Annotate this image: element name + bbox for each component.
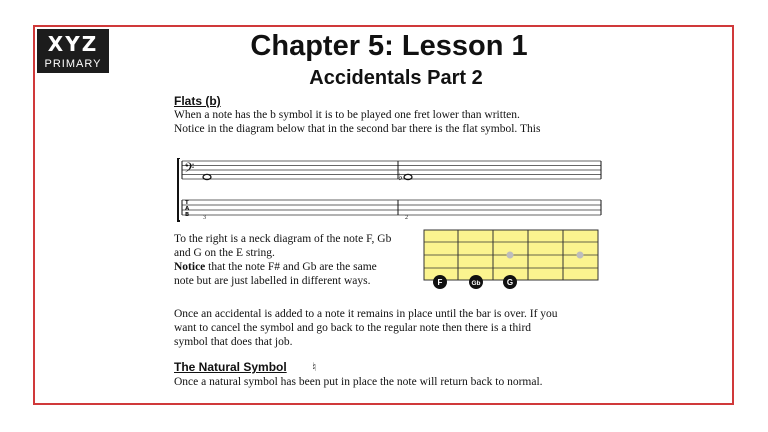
neck-diagram: [423, 229, 601, 291]
accidental-line-2: want to cancel the symbol and go back to the regular note then there is a third: [174, 322, 532, 334]
tab-label-a: A: [185, 206, 190, 212]
flats-heading: Flats (b): [174, 94, 221, 108]
natural-symbol-icon: ♮: [312, 360, 317, 374]
tab-label-t: T: [185, 200, 189, 206]
page-title: Chapter 5: Lesson 1: [250, 30, 528, 62]
note-label-f: F: [437, 278, 443, 287]
flat-sign: ♭: [398, 172, 403, 183]
neck-text-line-3: [174, 260, 377, 274]
tab-label-b: B: [185, 212, 190, 218]
fret-marker-dot: [507, 252, 514, 259]
neck-text-line-2: and G on the E string.: [174, 247, 275, 259]
system-bracket: [178, 158, 180, 221]
note-label-g: G: [506, 278, 514, 287]
neck-text-line-3-rest: that the note F# and Gb are the same: [205, 261, 377, 273]
fret-marker-dot: [577, 252, 584, 259]
tab-lines: [182, 200, 601, 215]
flats-line-2: Notice in the diagram below that in the second bar there is the flat symbol. This: [174, 123, 541, 135]
page-subtitle: Accidentals Part 2: [309, 67, 483, 89]
bass-clef-icon: 𝄢: [184, 160, 195, 179]
note-label-gb: Gb: [471, 280, 481, 287]
accidental-line-3: symbol that does that job.: [174, 336, 293, 348]
bass-staff-lines: [182, 161, 601, 179]
neck-text-line-4: note but are just labelled in different ways.: [174, 275, 371, 287]
neck-text-line-1: To the right is a neck diagram of the note F, Gb: [174, 233, 392, 245]
logo-brand: XYZ: [47, 32, 99, 56]
logo-subtitle: PRIMARY: [44, 58, 102, 70]
tab-fret-3: 3: [203, 215, 206, 221]
natural-heading: The Natural Symbol: [174, 360, 287, 374]
natural-line-1: Once a natural symbol has been put in place the note will return back to normal.: [174, 376, 543, 388]
notice-bold: Notice: [174, 261, 206, 273]
tab-fret-2: 2: [405, 215, 408, 221]
accidental-line-1: Once an accidental is added to a note it remains in place until the bar is over. If you: [174, 308, 558, 320]
staff-and-tab-diagram: [176, 158, 604, 224]
flats-line-1: When a note has the b symbol it is to be played one fret lower than written.: [174, 109, 520, 121]
